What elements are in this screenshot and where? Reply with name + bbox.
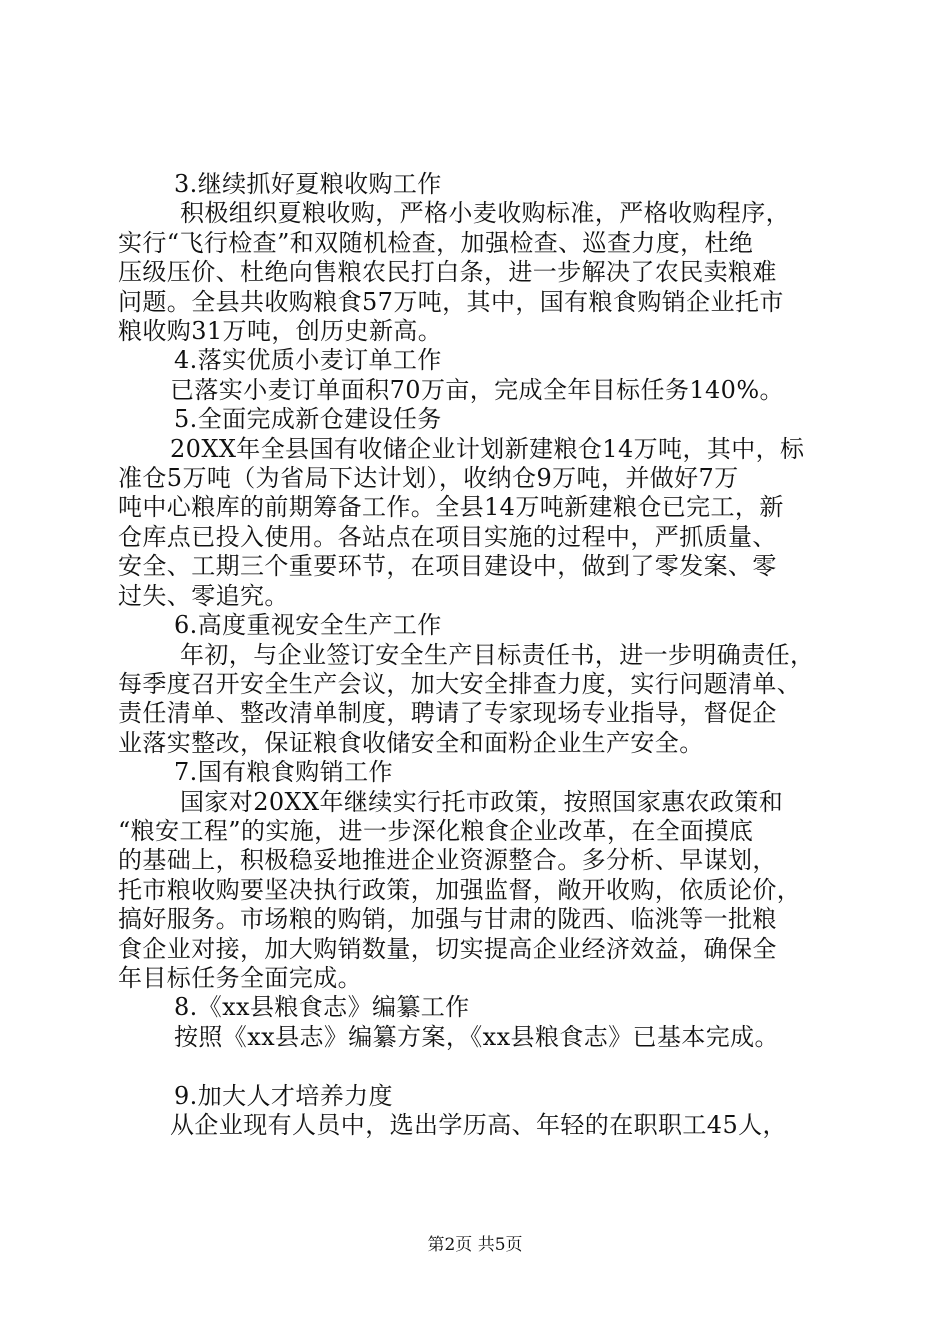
paragraph-line: 按照《xx县志》编纂方案，《xx县粮食志》已基本完成。	[174, 1022, 779, 1051]
section-heading-8: 8.《xx县粮食志》编纂工作	[174, 993, 470, 1022]
paragraph-line: 过失、零追究。	[118, 581, 289, 610]
section-heading-3: 3.继续抓好夏粮收购工作	[174, 170, 442, 198]
paragraph-line: 已落实小麦订单面积70万亩，完成全年目标任务140%。	[170, 375, 784, 404]
paragraph-line: 搞好服务。市场粮的购销，加强与甘肃的陇西、临洮等一批粮	[118, 905, 777, 934]
section-heading-5: 5.全面完成新仓建设任务	[174, 405, 442, 434]
paragraph-line: 责任清单、整改清单制度，聘请了专家现场专业指导，督促企	[118, 699, 777, 728]
section-heading-7: 7.国有粮食购销工作	[174, 758, 393, 787]
paragraph-line: 从企业现有人员中，选出学历高、年轻的在职职工45人，	[170, 1110, 787, 1139]
paragraph-line: 粮收购31万吨，创历史新高。	[118, 317, 443, 346]
paragraph-line: 国家对20XX年继续实行托市政策，按照国家惠农政策和	[180, 787, 784, 816]
section-heading-9: 9.加大人才培养力度	[174, 1081, 393, 1110]
paragraph-line: 准仓5万吨（为省局下达计划），收纳仓9万吨，并做好7万	[118, 464, 739, 493]
paragraph-line: 年目标任务全面完成。	[118, 963, 362, 992]
paragraph-line: 吨中心粮库的前期筹备工作。全县14万吨新建粮仓已完工，新	[118, 493, 784, 522]
blank-line	[118, 1052, 838, 1081]
paragraph-line: 业落实整改，保证粮食收储安全和面粉企业生产安全。	[118, 728, 704, 757]
paragraph-line: 每季度召开安全生产会议，加大安全排查力度，实行问题清单、	[118, 669, 802, 698]
paragraph-line: 托市粮收购要坚决执行政策，加强监督，敞开收购，依质论价，	[118, 875, 802, 904]
paragraph-line: “粮安工程”的实施，进一步深化粮食企业改革，在全面摸底	[118, 816, 754, 845]
section-heading-4: 4.落实优质小麦订单工作	[174, 346, 442, 375]
paragraph-line: 压级压价、杜绝向售粮农民打白条，进一步解决了农民卖粮难	[118, 258, 777, 287]
document-body	[118, 170, 838, 1140]
section-heading-6: 6.高度重视安全生产工作	[174, 611, 442, 640]
paragraph-line: 食企业对接，加大购销数量，切实提高企业经济效益，确保全	[118, 934, 777, 963]
paragraph-line: 年初，与企业签订安全生产目标责任书，进一步明确责任，	[180, 640, 815, 669]
paragraph-line: 积极组织夏粮收购，严格小麦收购标准，严格收购程序，	[180, 199, 790, 228]
paragraph-line: 问题。全县共收购粮食57万吨，其中，国有粮食购销企业托市	[118, 287, 784, 316]
paragraph-line: 仓库点已投入使用。各站点在项目实施的过程中，严抓质量、	[118, 522, 777, 551]
page-footer: 第2页 共5页	[427, 1235, 523, 1255]
paragraph-line: 实行“飞行检查”和双随机检查，加强检查、巡查力度，杜绝	[118, 228, 754, 257]
paragraph-line: 20XX年全县国有收储企业计划新建粮仓14万吨，其中，标	[170, 434, 805, 463]
paragraph-line: 安全、工期三个重要环节，在项目建设中，做到了零发案、零	[118, 552, 777, 581]
paragraph-line: 的基础上，积极稳妥地推进企业资源整合。多分析、早谋划，	[118, 846, 777, 875]
